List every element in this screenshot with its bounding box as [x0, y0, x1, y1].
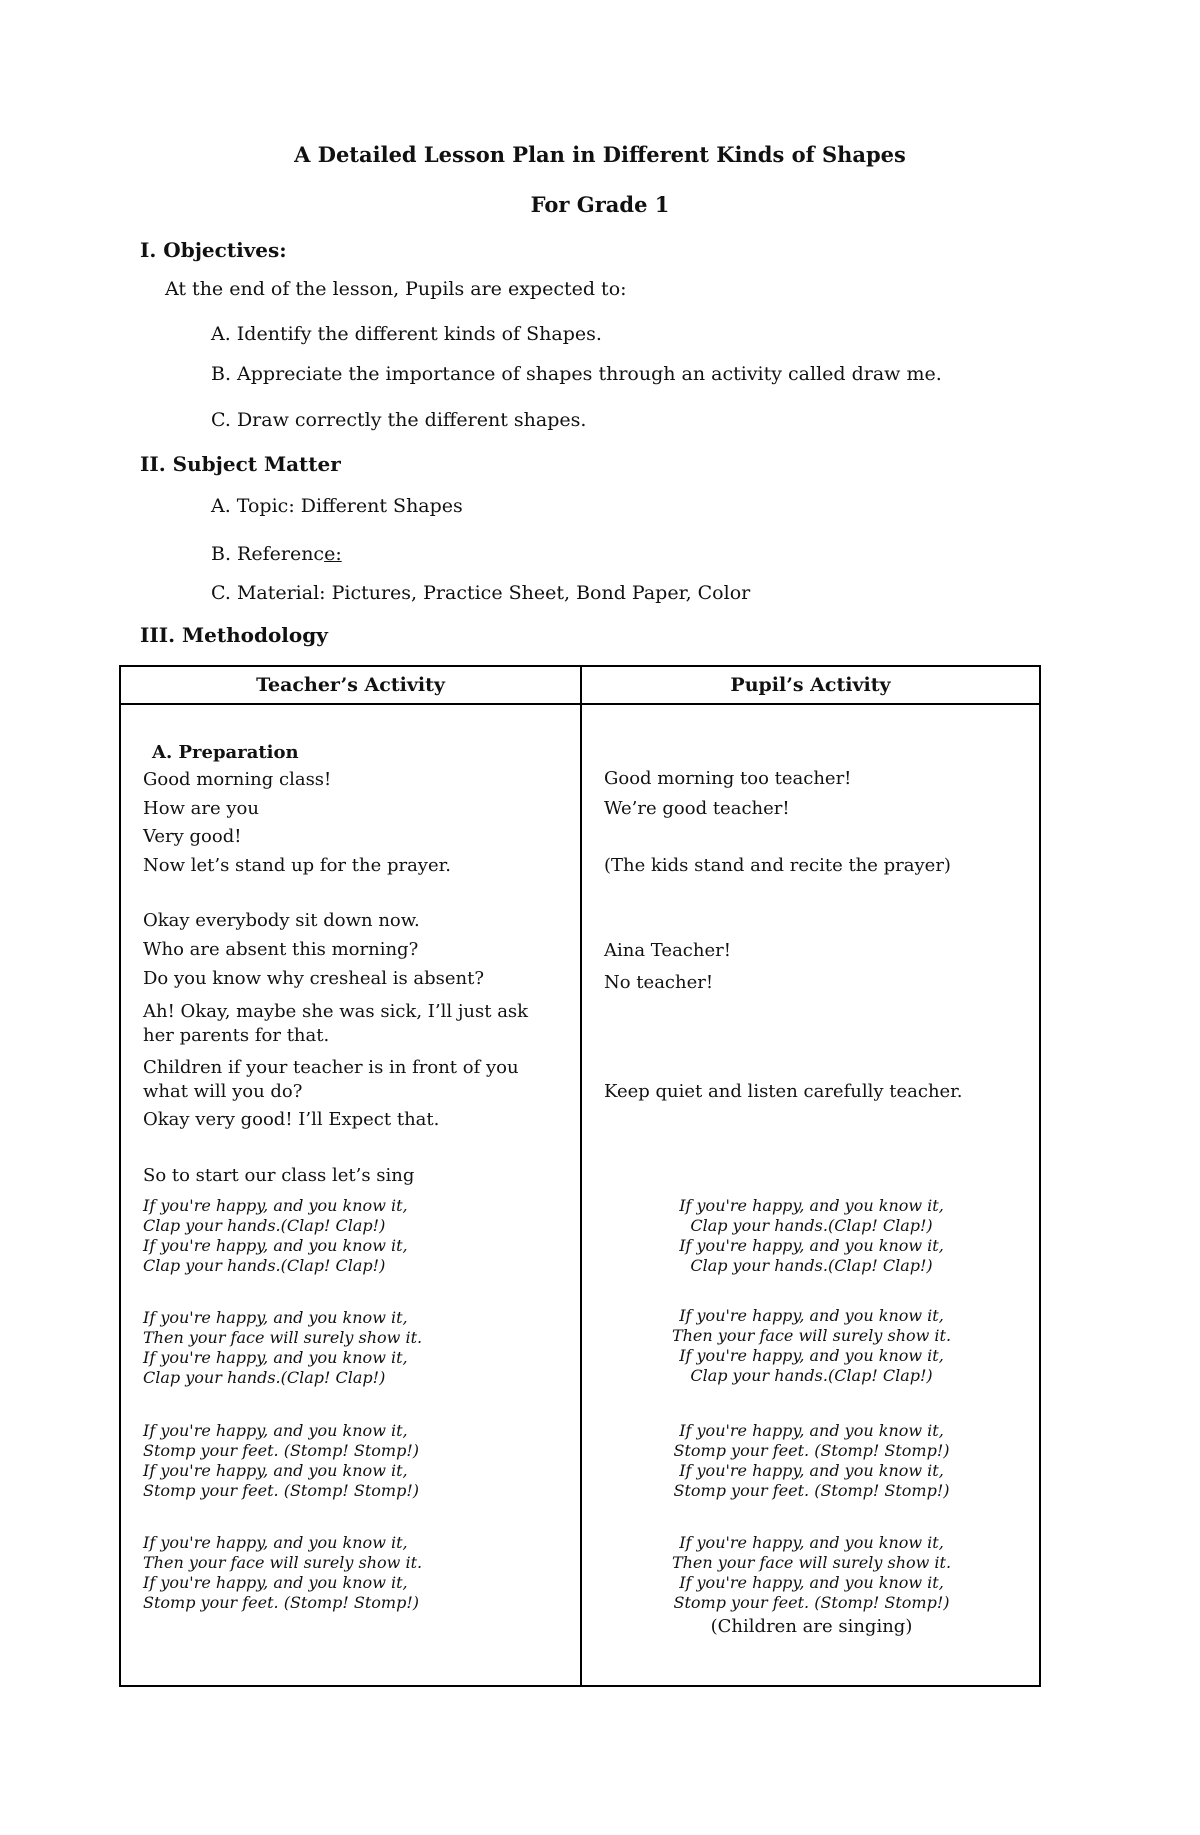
song-line: If you're happy, and you know it,	[143, 1461, 408, 1480]
song-line: If you're happy, and you know it,	[143, 1421, 408, 1440]
pupil-line: We’re good teacher!	[604, 798, 790, 819]
objective-item: A. Identify the different kinds of Shapes.	[211, 323, 602, 345]
song-line: If you're happy, and you know it,	[679, 1196, 944, 1215]
song-line: Clap your hands.(Clap! Clap!)	[143, 1368, 386, 1387]
song-line: If you're happy, and you know it,	[679, 1346, 944, 1365]
song-line: Stomp your feet. (Stomp! Stomp!)	[143, 1481, 419, 1500]
objectives-heading: I. Objectives:	[140, 238, 287, 262]
song-verse	[582, 1421, 1041, 1501]
teacher-line: Okay everybody sit down now.	[143, 910, 420, 931]
song-line: Then your face will surely show it.	[671, 1553, 952, 1572]
song-line: If you're happy, and you know it,	[679, 1236, 944, 1255]
pupil-line: Good morning too teacher!	[604, 768, 852, 789]
objective-item: C. Draw correctly the different shapes.	[211, 409, 587, 431]
teacher-line: Okay very good! I’ll Expect that.	[143, 1109, 440, 1130]
song-line: Then your face will surely show it.	[143, 1328, 423, 1347]
grade-subtitle: For Grade 1	[530, 192, 670, 217]
teacher-line: Do you know why cresheal is absent?	[143, 968, 485, 989]
song-line: Stomp your feet. (Stomp! Stomp!)	[673, 1481, 950, 1500]
teacher-activity-header: Teacher’s Activity	[120, 666, 581, 704]
teacher-line: Very good!	[143, 826, 242, 847]
teacher-line: Children if your teacher is in front of you	[143, 1057, 519, 1078]
reference-line	[211, 543, 342, 565]
teacher-line: Who are absent this morning?	[143, 939, 419, 960]
song-line: Stomp your feet. (Stomp! Stomp!)	[673, 1441, 950, 1460]
teacher-line: her parents for that.	[143, 1025, 330, 1046]
preparation-heading: A. Preparation	[152, 742, 299, 763]
song-line: If you're happy, and you know it,	[679, 1461, 944, 1480]
reference-label: B. Referenc	[211, 543, 325, 565]
teacher-line: what will you do?	[143, 1081, 303, 1102]
objectives-intro: At the end of the lesson, Pupils are expected to:	[165, 278, 627, 300]
pupil-line: Keep quiet and listen carefully teacher.	[604, 1081, 963, 1102]
song-line: Clap your hands.(Clap! Clap!)	[143, 1216, 386, 1235]
song-line: If you're happy, and you know it,	[143, 1348, 408, 1367]
song-line: If you're happy, and you know it,	[143, 1196, 408, 1215]
pupil-line: Aina Teacher!	[604, 940, 731, 961]
song-line: Clap your hands.(Clap! Clap!)	[690, 1216, 933, 1235]
teacher-line: So to start our class let’s sing	[143, 1165, 415, 1186]
teacher-line: How are you	[143, 798, 259, 819]
song-line: Stomp your feet. (Stomp! Stomp!)	[143, 1441, 419, 1460]
topic-line: A. Topic: Different Shapes	[211, 495, 463, 517]
song-line: Clap your hands.(Clap! Clap!)	[690, 1256, 933, 1275]
song-line: If you're happy, and you know it,	[679, 1421, 944, 1440]
reference-underlined: e:	[324, 543, 342, 565]
song-line: Then your face will surely show it.	[671, 1326, 952, 1345]
song-verse	[582, 1533, 1041, 1613]
song-line: Then your face will surely show it.	[143, 1553, 423, 1572]
pupil-activity-header: Pupil’s Activity	[581, 666, 1040, 704]
document-title: A Detailed Lesson Plan in Different Kinds of Shapes	[294, 142, 906, 167]
song-line: If you're happy, and you know it,	[143, 1308, 408, 1327]
teacher-line: Now let’s stand up for the prayer.	[143, 855, 451, 876]
teacher-line: Ah! Okay, maybe she was sick, I’ll just ask	[143, 1001, 529, 1022]
song-verse	[143, 1421, 419, 1501]
subject-matter-heading: II. Subject Matter	[140, 452, 341, 476]
song-verse	[143, 1308, 422, 1388]
song-verse	[582, 1306, 1041, 1386]
pupil-singing-note: (Children are singing)	[710, 1616, 913, 1637]
song-verse	[582, 1196, 1041, 1276]
song-verse	[143, 1533, 422, 1613]
song-line: Stomp your feet. (Stomp! Stomp!)	[673, 1593, 950, 1612]
song-line: If you're happy, and you know it,	[679, 1573, 944, 1592]
teacher-line: Good morning class!	[143, 769, 332, 790]
song-line: If you're happy, and you know it,	[679, 1306, 944, 1325]
song-line: Clap your hands.(Clap! Clap!)	[143, 1256, 386, 1275]
song-line: If you're happy, and you know it,	[679, 1533, 944, 1552]
pupil-activity-cell	[581, 704, 1040, 1686]
pupil-line: (The kids stand and recite the prayer)	[604, 855, 951, 876]
song-line: If you're happy, and you know it,	[143, 1573, 408, 1592]
methodology-heading: III. Methodology	[140, 623, 328, 647]
teacher-activity-cell	[120, 704, 581, 1686]
song-line: Stomp your feet. (Stomp! Stomp!)	[143, 1593, 419, 1612]
pupil-line: No teacher!	[604, 972, 714, 993]
song-line: If you're happy, and you know it,	[143, 1236, 408, 1255]
material-line: C. Material: Pictures, Practice Sheet, Bond Paper, Color	[211, 582, 751, 604]
objective-item: B. Appreciate the importance of shapes through an activity called draw me.	[211, 363, 942, 385]
song-line: If you're happy, and you know it,	[143, 1533, 408, 1552]
song-line: Clap your hands.(Clap! Clap!)	[690, 1366, 933, 1385]
song-verse	[143, 1196, 408, 1276]
methodology-table	[119, 665, 1041, 1687]
